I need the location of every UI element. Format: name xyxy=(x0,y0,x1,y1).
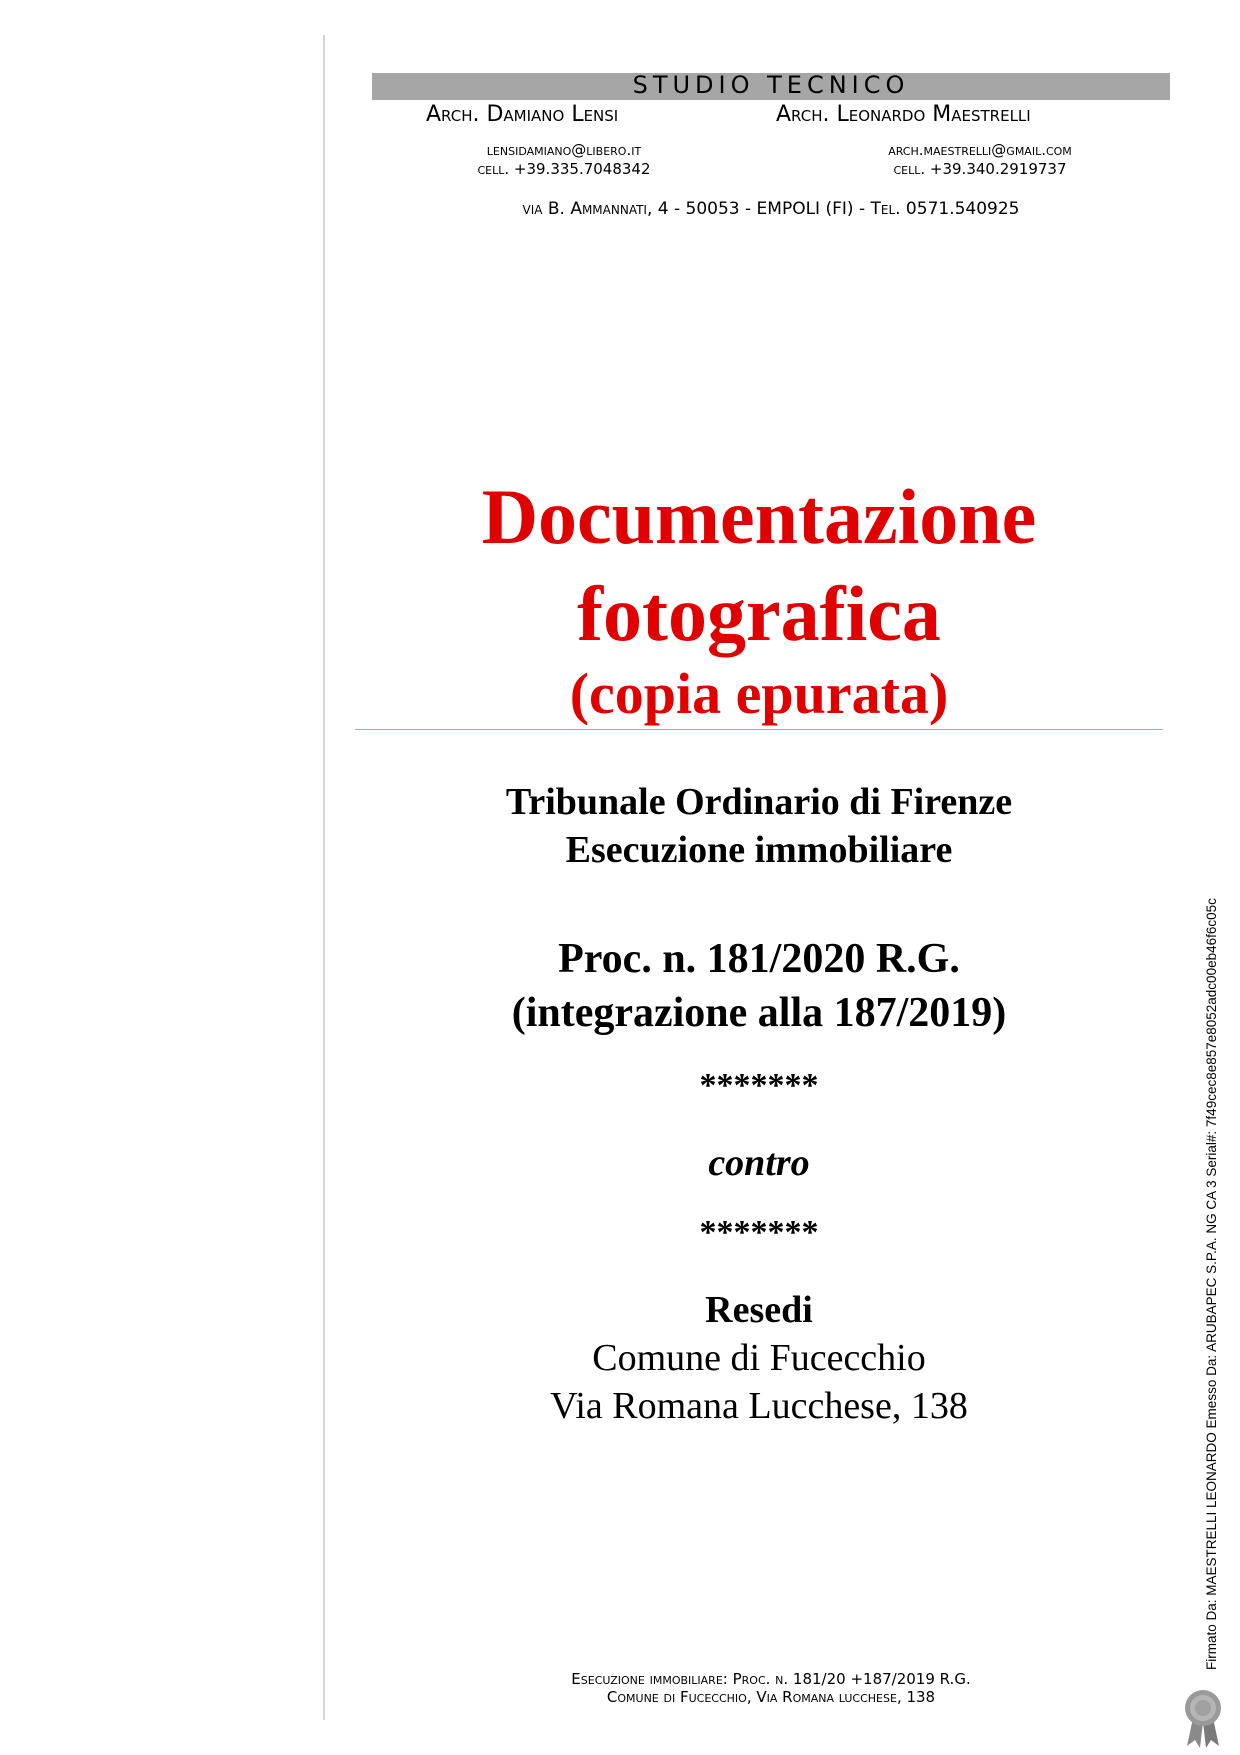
footer-line-1: Esecuzione immobiliare: Proc. n. 181/20 +187/2019 R.G. xyxy=(571,1670,971,1688)
architect-left-contact xyxy=(444,141,684,179)
architect-right-email: arch.maestrelli@gmail.com xyxy=(888,141,1072,159)
court-info xyxy=(355,778,1163,874)
procedure-type: Esecuzione immobiliare xyxy=(565,829,953,871)
property-location xyxy=(355,1334,1163,1430)
versus-label: contro xyxy=(708,1142,810,1184)
procedure-line-1: Proc. n. 181/2020 R.G. xyxy=(558,936,960,982)
court-name: Tribunale Ordinario di Firenze xyxy=(505,781,1013,823)
property-type: Resedi xyxy=(705,1289,813,1331)
architect-left-name: Arch. Damiano Lensi xyxy=(426,102,619,127)
title-divider xyxy=(355,729,1163,730)
title-line-2: fotografica xyxy=(577,570,941,657)
property-municipality: Comune di Fucecchio xyxy=(592,1337,926,1379)
studio-name: STUDIO TECNICO xyxy=(632,71,910,99)
property-street: Via Romana Lucchese, 138 xyxy=(550,1385,968,1427)
architect-left-email: lensidamiano@libero.it xyxy=(486,141,642,159)
defendant-redacted: ******* xyxy=(699,1214,819,1251)
architect-right-phone: cell. +39.340.2919737 xyxy=(893,160,1067,178)
document-title xyxy=(355,468,1163,662)
seal-ribbon-icon xyxy=(1181,1688,1225,1750)
document-subtitle: (copia epurata) xyxy=(569,661,949,726)
page-footer xyxy=(372,1670,1170,1706)
footer-line-2: Comune di Fucecchio, Via Romana lucchese, 138 xyxy=(606,1688,936,1706)
procedure-line-2: (integrazione alla 187/2019) xyxy=(511,990,1007,1036)
plaintiff-redacted: ******* xyxy=(699,1067,819,1104)
title-line-1: Documentazione xyxy=(481,473,1037,560)
architect-right-contact xyxy=(830,141,1130,179)
page-margin-line xyxy=(323,35,325,1720)
architect-right-name: Arch. Leonardo Maestrelli xyxy=(776,102,1031,127)
digital-signature-stamp: Firmato Da: MAESTRELLI LEONARDO Emesso Da: ARUBAPEC S.P.A. NG CA 3 Serial#: 7f49cec8e857e8052adc00eb46f6c05c xyxy=(1204,898,1219,1670)
studio-address: via B. Ammannati, 4 - 50053 - EMPOLI (FI) - Tel. 0571.540925 xyxy=(522,199,1020,219)
procedure-number xyxy=(355,932,1163,1040)
architect-left-phone: cell. +39.335.7048342 xyxy=(477,160,651,178)
